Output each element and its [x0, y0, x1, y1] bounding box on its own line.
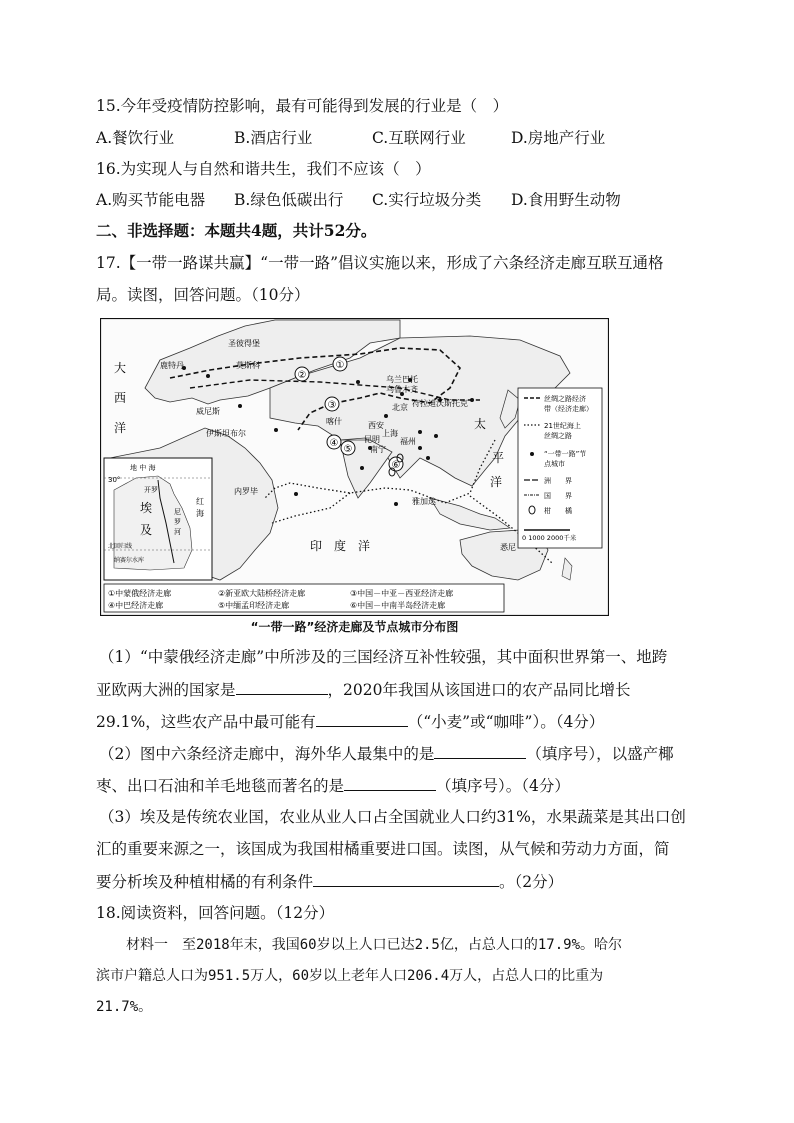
- label-venice: 威尼斯: [196, 407, 220, 416]
- corridor-marker-2: [295, 367, 309, 381]
- indian-ocean-label: 印 度 洋: [310, 539, 371, 553]
- legend-border: 国 界: [544, 492, 572, 500]
- legend-node-2: 点城市: [544, 460, 565, 468]
- belt-road-map: [100, 318, 609, 616]
- corridor-marker-1: [333, 357, 347, 371]
- q15-option-b: B.酒店行业: [234, 129, 313, 147]
- inset-dam-label: 纳赛尔水库: [114, 557, 145, 564]
- inset-nile-label-3: 河: [174, 528, 181, 536]
- legend-node-1: “一带一路”节: [544, 450, 587, 458]
- label-kashgar: 喀什: [326, 417, 342, 426]
- q15-option-d: D.房地产行业: [511, 129, 606, 147]
- map-caption: “一带一路”经济走廊及节点城市分布图: [250, 620, 459, 634]
- label-rotterdam: 鹿特丹: [160, 361, 184, 370]
- q17-intro-line1: 17.【一带一路谋共赢】“一带一路”倡议实施以来，形成了六条经济走廊互联互通格: [96, 254, 664, 272]
- q16-option-c: C.实行垃圾分类: [372, 191, 482, 209]
- inset-red-sea-label-1: 红: [196, 497, 204, 506]
- section-heading: 二、非选择题：本题共4题，共计52分。: [96, 221, 377, 240]
- corridor-list: [104, 584, 504, 612]
- label-nairobi: 内罗毕: [234, 487, 258, 496]
- corridor-label-1: ①中蒙俄经济走廊: [108, 589, 172, 598]
- inset-sea-label: 地 中 海: [130, 464, 156, 472]
- legend-scale: 0 1000 2000千米: [522, 534, 577, 542]
- map-legend: [518, 388, 602, 548]
- q17-p1-line3: 29.1%，这些农产品中最可能有 （“小麦”或“咖啡”）。（4分）: [96, 713, 605, 731]
- q17-p2-line1: （2）图中六条经济走廊中，海外华人最集中的是 （填序号），以盛产椰: [99, 745, 674, 763]
- label-urumqi: 乌鲁木齐: [386, 385, 418, 394]
- legend-continent: 洲 界: [544, 477, 572, 485]
- q15-option-a: A.餐饮行业: [96, 129, 175, 147]
- pacific-label-3: 洋: [490, 475, 503, 489]
- svg-text:②: ②: [297, 370, 307, 381]
- corridor-label-5: ⑤中缅孟印经济走廊: [218, 601, 290, 610]
- pacific-label-2: 平: [492, 451, 505, 465]
- legend-maritime-1: 21世纪海上: [544, 422, 581, 430]
- q15-stem: 15.今年受疫情防控影响，最有可能得到发展的行业是（ ）: [96, 97, 509, 115]
- q18-material1-line3: 21.7%。: [96, 999, 153, 1015]
- legend-silk-road-2: 带（经济走廊）: [544, 405, 593, 413]
- q16-stem: 16.为实现人与自然和谐共生，我们不应该（ ）: [96, 160, 431, 178]
- inset-country-label-2: 及: [140, 523, 153, 537]
- label-xian: 西安: [368, 421, 384, 430]
- svg-text:⑥: ⑥: [391, 460, 401, 471]
- q16-option-a: A.购买节能电器: [96, 191, 206, 209]
- inset-lat-label: 30°: [108, 476, 121, 484]
- q18-stem: 18.阅读资料，回答问题。（12分）: [96, 904, 335, 922]
- corridor-label-6: ⑥中国－中南半岛经济走廊: [350, 601, 446, 610]
- label-moscow: 莫斯科: [236, 361, 260, 370]
- pacific-label-1: 太: [474, 417, 487, 431]
- svg-text:⑤: ⑤: [343, 444, 353, 455]
- inset-nile-label-1: 尼: [174, 508, 181, 516]
- q18-material1-line2: 滨市户籍总人口为951.5万人，60岁以上老年人口206.4万人，占总人口的比重为: [96, 968, 604, 984]
- corridor-marker-6: [389, 457, 403, 471]
- corridor-label-4: ④中巴经济走廊: [108, 601, 164, 610]
- legend-citrus: 柑 橘: [544, 507, 572, 515]
- label-nanning: 南宁: [370, 445, 386, 454]
- inset-tropic-label: 北回归线: [108, 543, 133, 550]
- q17-intro-line2: 局。读图，回答问题。（10分）: [96, 286, 310, 304]
- q16-option-d: D.食用野生动物: [511, 191, 621, 209]
- label-jakarta: 雅加达: [412, 497, 436, 506]
- q17-p1-line1: （1）“中蒙俄经济走廊”中所涉及的三国经济互补性较强，其中面积世界第一、地跨: [99, 648, 668, 666]
- label-sydney: 悉尼: [500, 543, 516, 552]
- inset-cairo-label: 开罗: [144, 486, 158, 494]
- q16-option-b: B.绿色低碳出行: [234, 191, 344, 209]
- inset-red-sea-label-2: 海: [196, 509, 204, 518]
- label-istanbul: 伊斯坦布尔: [206, 429, 246, 438]
- svg-text:④: ④: [329, 438, 339, 449]
- atlantic-label-1: 大: [114, 361, 127, 375]
- q17-p2-line2: 枣、出口石油和羊毛地毯而著名的是 （填序号）。（4分）: [96, 777, 570, 795]
- answer-blank-2[interactable]: [316, 711, 408, 727]
- corridor-label-3: ③中国－中亚－西亚经济走廊: [350, 589, 454, 598]
- inset-country-label-1: 埃: [140, 501, 153, 515]
- inset-nile-label-2: 罗: [174, 518, 181, 526]
- legend-maritime-2: 丝绸之路: [544, 432, 572, 440]
- label-vladivostok: 符拉迪沃斯托克: [412, 399, 468, 408]
- label-fuzhou: 福州: [400, 437, 416, 446]
- corridor-marker-4: [327, 435, 341, 449]
- legend-silk-road-1: 丝绸之路经济: [544, 395, 586, 403]
- label-petersburg: 圣彼得堡: [228, 339, 260, 348]
- corridor-marker-5: [341, 441, 355, 455]
- label-shanghai: 上海: [382, 429, 398, 438]
- q17-p3-line3: 要分析埃及种植柑橘的有利条件 。（2分）: [96, 873, 564, 891]
- q17-p3-line2: 汇的重要来源之一，该国成为我国柑橘重要进口国。读图，从气候和劳动力方面，简: [96, 840, 670, 858]
- egypt-inset: [104, 458, 212, 580]
- q17-p3-line1: （3）埃及是传统农业国，农业从业人口占全国就业人口约31%，水果蔬菜是其出口创: [99, 808, 686, 826]
- corridor-label-2: ②新亚欧大陆桥经济走廊: [218, 589, 306, 598]
- atlantic-label-2: 西: [114, 391, 127, 405]
- answer-blank-5[interactable]: [313, 871, 499, 887]
- answer-blank-3[interactable]: [434, 743, 526, 759]
- svg-text:③: ③: [327, 400, 337, 411]
- answer-blank-1[interactable]: [236, 679, 328, 695]
- q17-p1-line2: 亚欧两大洲的国家是 ，2020年我国从该国进口的农产品同比增长: [96, 681, 631, 699]
- atlantic-label-3: 洋: [114, 421, 127, 435]
- label-ulaanbaatar: 乌兰巴托: [386, 375, 418, 384]
- corridor-marker-3: [325, 397, 339, 411]
- answer-blank-4[interactable]: [344, 775, 436, 791]
- q18-material1-line1: 材料一 至2018年末，我国60岁以上人口已达2.5亿，占总人口的17.9%。哈尔: [126, 937, 623, 953]
- q15-option-c: C.互联网行业: [372, 129, 466, 147]
- label-kunming: 昆明: [364, 435, 380, 444]
- label-beijing: 北京: [392, 403, 408, 412]
- svg-text:①: ①: [335, 360, 345, 371]
